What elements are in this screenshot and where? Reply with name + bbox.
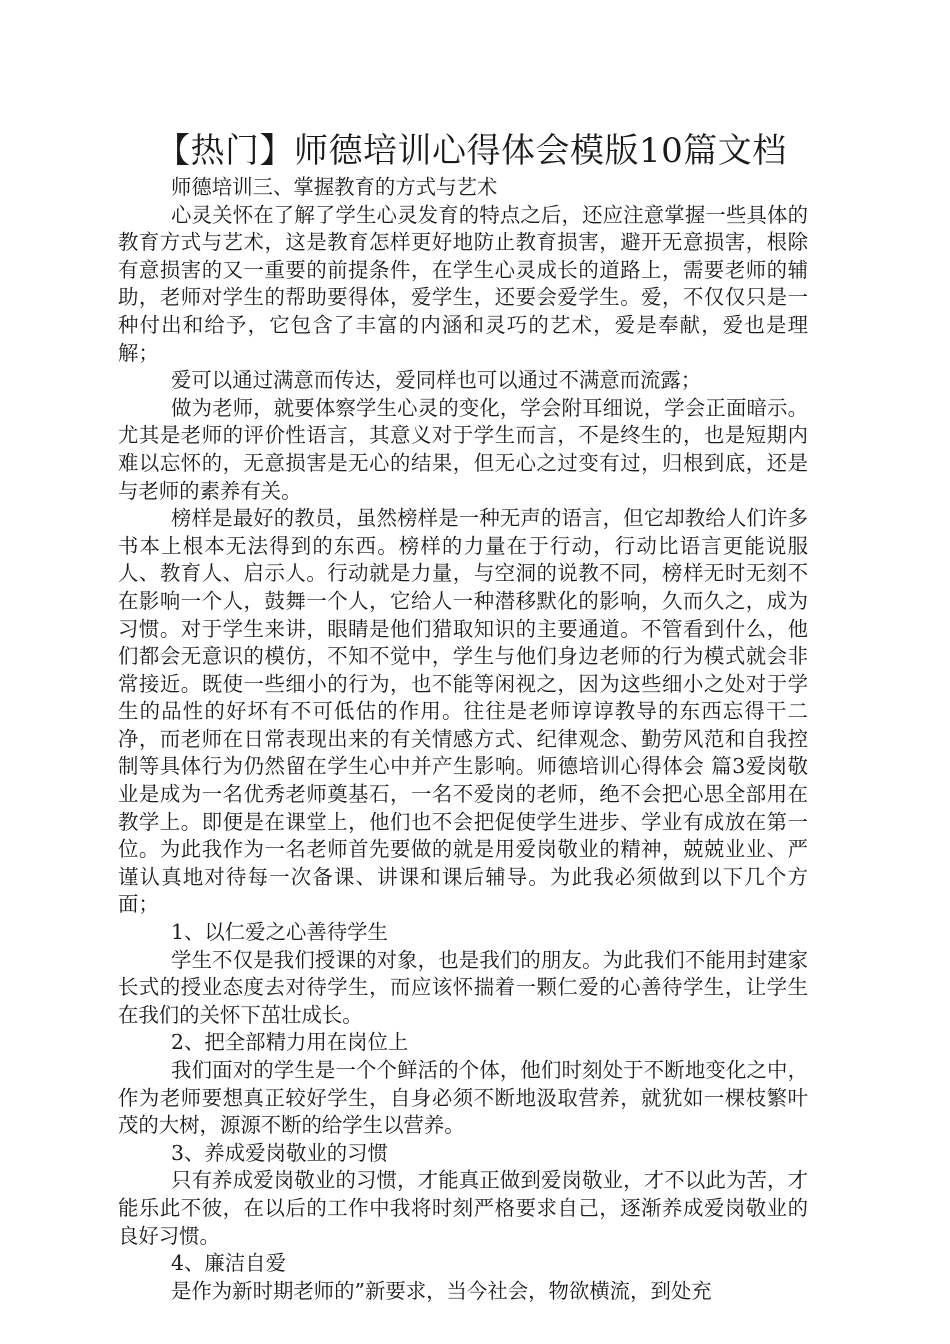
body-paragraph: 心灵关怀在了解了学生心灵发育的特点之后，还应注意掌握一些具体的教育方式与艺术，这是教育怎样更好地防止教育损害，避开无意损害，根除有意损害的又一重要的前提条件，在学生心灵成长的道路上，需要老师的辅助，老师对学生的帮助要得体，爱学生，还要会爱学生。爱，不仅仅只是一种付出和给予，它包含了丰富的内涵和灵巧的艺术，爱是奉献，爱也是理解；	[118, 202, 808, 365]
section-heading: 师德培训三、掌握教育的方式与艺术	[171, 175, 498, 199]
body-paragraph: 学生不仅是我们授课的对象，也是我们的朋友。为此我们不能用封建家长式的授业态度去对待学生，而应该怀揣着一颗仁爱的心善待学生，让学生在我们的关怀下茁壮成长。	[118, 947, 808, 1027]
document-page	[118, 128, 808, 1305]
list-heading: 1、以仁爱之心善待学生	[171, 920, 388, 945]
document-title: 【热门】师德培训心得体会模版10篇文档	[156, 131, 787, 171]
body-paragraph: 我们面对的学生是一个个鲜活的个体，他们时刻处于不断地变化之中，作为老师要想真正较好学生，自身必须不断地汲取营养，就犹如一棵枝繁叶茂的大树，源源不断的给学生以营养。	[118, 1058, 808, 1138]
body-paragraph: 爱可以通过满意而传达，爱同样也可以通过不满意而流露；	[171, 368, 702, 393]
list-heading: 2、把全部精力用在岗位上	[171, 1030, 409, 1055]
body-paragraph: 是作为新时期老师的”新要求，当今社会，物欲横流，到处充	[171, 1278, 712, 1303]
body-paragraph: 做为老师，就要体察学生心灵的变化，学会附耳细说，学会正面暗示。尤其是老师的评价性语言，其意义对于学生而言，不是终生的，也是短期内难以忘怀的，无意损害是无心的结果，但无心之过变有过，归根到底，还是与老师的素养有关。	[118, 395, 808, 503]
document-body	[118, 174, 808, 1305]
list-heading: 3、养成爱岗敬业的习惯	[171, 1140, 388, 1165]
body-paragraph: 只有养成爱岗敬业的习惯，才能真正做到爱岗敬业，才不以此为苦，才能乐此不彼，在以后的工作中我将时刻严格要求自己，逐渐养成爱岗敬业的良好习惯。	[118, 1168, 808, 1248]
list-heading: 4、廉洁自爱	[171, 1251, 286, 1276]
body-paragraph: 榜样是最好的教员，虽然榜样是一种无声的语言，但它却教给人们许多书本上根本无法得到的东西。榜样的力量在于行动，行动比语言更能说服人、教育人、启示人。行动就是力量，与空洞的说教不同，榜样无时无刻不在影响一个人，鼓舞一个人，它给人一种潜移默化的影响，久而久之，成为习惯。对于学生来讲，眼睛是他们猎取知识的主要通道。不管看到什么，他们都会无意识的模仿，不知不觉中，学生与他们身边老师的行为模式就会非常接近。既使一些细小的行为，也不能等闲视之，因为这些细小之处对于学生的品性的好坏有不可低估的作用。往往是老师谆谆教导的东西忘得干二净，而老师在日常表现出来的有关情感方式、纪律观念、勤劳风范和自我控制等具体行为仍然留在学生心中并产生影响。师德培训心得体会 篇3爱岗敬业是成为一名优秀老师奠基石，一名不爱岗的老师，绝不会把心思全部用在教学上。即便是在课堂上，他们也不会把促使学生进步、学业有成放在第一位。为此我作为一名老师首先要做的就是用爱岗敬业的精神，兢兢业业、严谨认真地对待每一次备课、讲课和课后辅导。为此我必须做到以下几个方面；	[118, 506, 808, 917]
